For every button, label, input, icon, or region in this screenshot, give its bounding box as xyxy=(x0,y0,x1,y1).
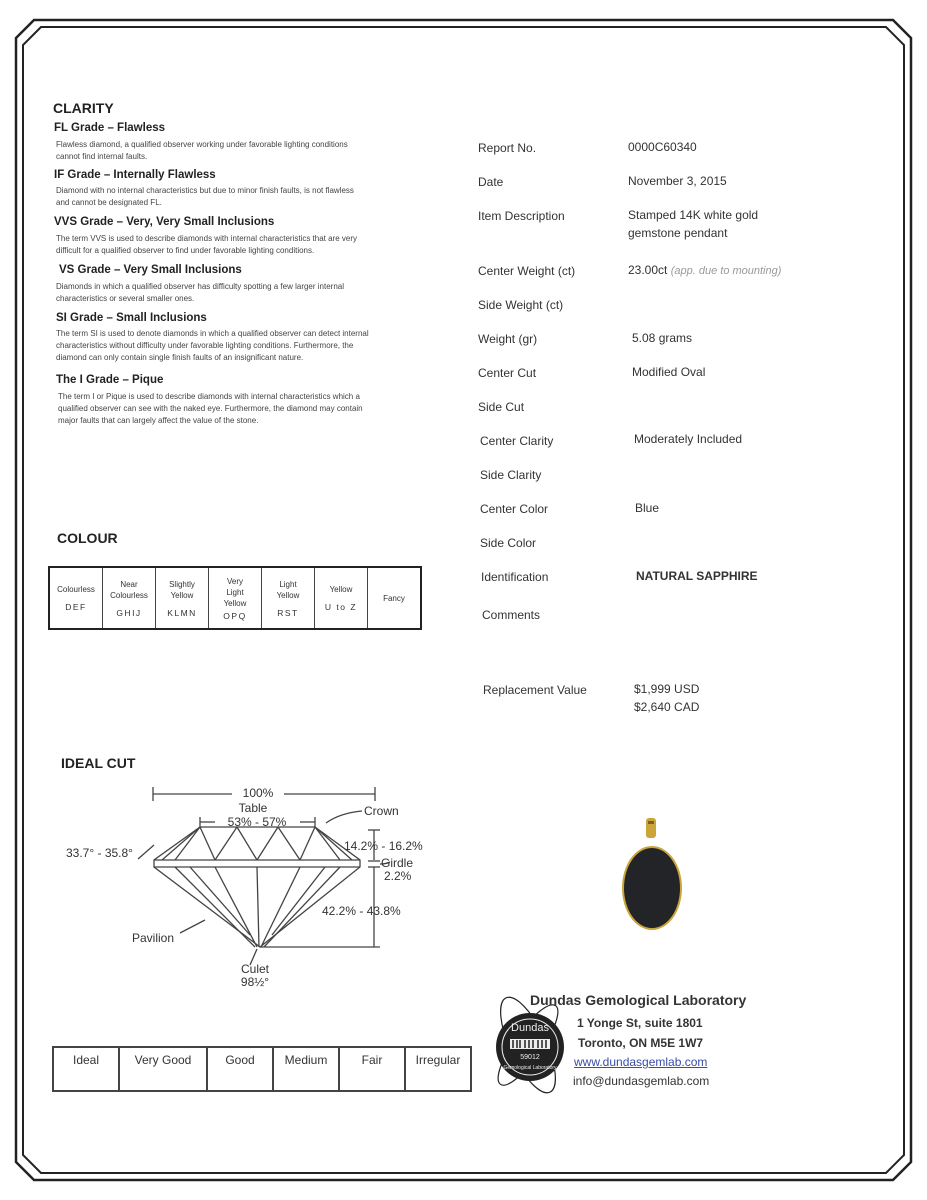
date-label: Date xyxy=(478,175,504,189)
grade-vvs-desc: The term VVS is used to describe diamonds with internal characteristics that are very difficult for a qualified observer to find under favorable lighting conditions. xyxy=(56,234,358,255)
center-clarity-label: Center Clarity xyxy=(480,434,554,448)
identification-value: NATURAL SAPPHIRE xyxy=(636,569,758,583)
report-no-value: 0000C60340 xyxy=(628,140,697,154)
center-clarity-value: Moderately Included xyxy=(634,432,743,446)
grade-i-desc: The term I or Pique is used to describe diamonds with internal characteristics which a qualified observer can see with the naked eye. Furthermore, the diamond may contain major faults that can largely affect the value of the stone. xyxy=(58,392,363,425)
cut-grade-cell: Good xyxy=(207,1047,273,1091)
identification-label: Identification xyxy=(481,570,549,584)
center-color-label: Center Color xyxy=(480,502,549,516)
girdle-label: Girdle xyxy=(381,856,414,870)
colour-cell: Near Colourless GHIJ xyxy=(103,567,156,629)
cut-grade-cell: Medium xyxy=(273,1047,339,1091)
lab-name: Dundas Gemological Laboratory xyxy=(530,992,747,1008)
colour-cell: Very Light Yellow OPQ xyxy=(209,567,262,629)
table-range-label: 53% - 57% xyxy=(227,815,287,829)
center-weight-note: (app. due to mounting) xyxy=(670,265,782,277)
svg-text:59012: 59012 xyxy=(520,1054,540,1061)
table-label: Table xyxy=(238,801,268,815)
colour-cell: Slightly Yellow KLMN xyxy=(156,567,209,629)
grade-i-title: The I Grade – Pique xyxy=(56,374,164,386)
grade-vs-desc: Diamonds in which a qualified observer has difficulty spotting a few larger internal characteristics or several smaller ones. xyxy=(56,282,345,303)
crown-height-label: 14.2% - 16.2% xyxy=(344,839,423,853)
cut-grade-cell: Irregular xyxy=(405,1047,471,1091)
culet-label: Culet xyxy=(240,962,270,976)
crown-label: Crown xyxy=(364,804,399,818)
colour-cell: Light Yellow RST xyxy=(262,567,315,629)
colour-cell: Fancy xyxy=(368,567,422,629)
grade-fl-title: FL Grade – Flawless xyxy=(54,122,166,134)
cut-grade-table xyxy=(52,1046,472,1092)
lab-address-line2: Toronto, ON M5E 1W7 xyxy=(578,1036,704,1050)
grade-si-title: SI Grade – Small Inclusions xyxy=(56,312,207,324)
center-cut-label: Center Cut xyxy=(478,366,537,380)
center-cut-value: Modified Oval xyxy=(632,365,706,379)
diamond-proportions-diagram xyxy=(50,775,430,995)
weight-gr-label: Weight (gr) xyxy=(478,332,538,346)
grade-si-desc: The term SI is used to denote diamonds in which a qualified observer can detect internal characteristics without difficulty under favorable lighting conditions. Furthermore, the diamond can only contain single finish faults of an insignificant nature. xyxy=(56,329,369,362)
weight-gr-value: 5.08 grams xyxy=(632,331,693,345)
side-clarity-label: Side Clarity xyxy=(480,468,542,482)
lab-address-line1: 1 Yonge St, suite 1801 xyxy=(577,1016,703,1030)
width-100-label: 100% xyxy=(242,786,274,800)
side-weight-label: Side Weight (ct) xyxy=(478,298,564,312)
pavilion-depth-label: 42.2% - 43.8% xyxy=(322,904,401,918)
cut-grade-cell: Very Good xyxy=(119,1047,207,1091)
center-weight-label: Center Weight (ct) xyxy=(478,264,576,278)
grade-vvs-title: VVS Grade – Very, Very Small Inclusions xyxy=(54,216,275,228)
center-weight-value: 23.00ct (app. due to mounting) xyxy=(628,263,782,277)
side-color-label: Side Color xyxy=(480,536,537,550)
colour-title: COLOUR xyxy=(57,530,118,546)
girdle-pct-label: 2.2% xyxy=(384,869,412,883)
svg-text:Gemological Laboratory: Gemological Laboratory xyxy=(503,1065,557,1071)
lab-email[interactable]: info@dundasgemlab.com xyxy=(573,1074,710,1088)
colour-cell: Yellow U to Z xyxy=(315,567,368,629)
cut-grade-cell: Ideal xyxy=(53,1047,119,1091)
ideal-cut-title: IDEAL CUT xyxy=(61,755,136,771)
item-description-label: Item Description xyxy=(478,209,565,223)
grade-vs-title: VS Grade – Very Small Inclusions xyxy=(59,264,242,276)
pendant-image xyxy=(612,812,692,932)
report-no-label: Report No. xyxy=(478,141,537,155)
crown-angle-label: 33.7° - 35.8° xyxy=(66,846,133,860)
lab-website-link[interactable]: www.dundasgemlab.com xyxy=(574,1055,708,1069)
date-value: November 3, 2015 xyxy=(628,174,727,188)
svg-text:Dundas: Dundas xyxy=(511,1022,549,1034)
replacement-value: $1,999 USD $2,640 CAD xyxy=(634,682,700,714)
cut-grade-cell: Fair xyxy=(339,1047,405,1091)
comments-label: Comments xyxy=(482,608,541,622)
colour-cell: Colourless DEF xyxy=(49,567,103,629)
clarity-title: CLARITY xyxy=(53,100,114,116)
side-cut-label: Side Cut xyxy=(478,400,525,414)
colour-scale-table xyxy=(48,566,422,630)
pavilion-label: Pavilion xyxy=(132,931,175,945)
center-color-value: Blue xyxy=(635,501,660,515)
grade-fl-desc: Flawless diamond, a qualified observer working under favorable lighting conditions cannot find internal faults. xyxy=(56,140,348,161)
grade-if-title: IF Grade – Internally Flawless xyxy=(54,169,216,181)
grade-if-desc: Diamond with no internal characteristics but due to minor finish faults, is not flawless and cannot be designated FL. xyxy=(56,186,354,207)
culet-value-label: 98½° xyxy=(240,975,270,989)
replacement-value-label: Replacement Value xyxy=(483,683,587,697)
item-description-value: Stamped 14K white gold gemstone pendant xyxy=(628,208,759,240)
